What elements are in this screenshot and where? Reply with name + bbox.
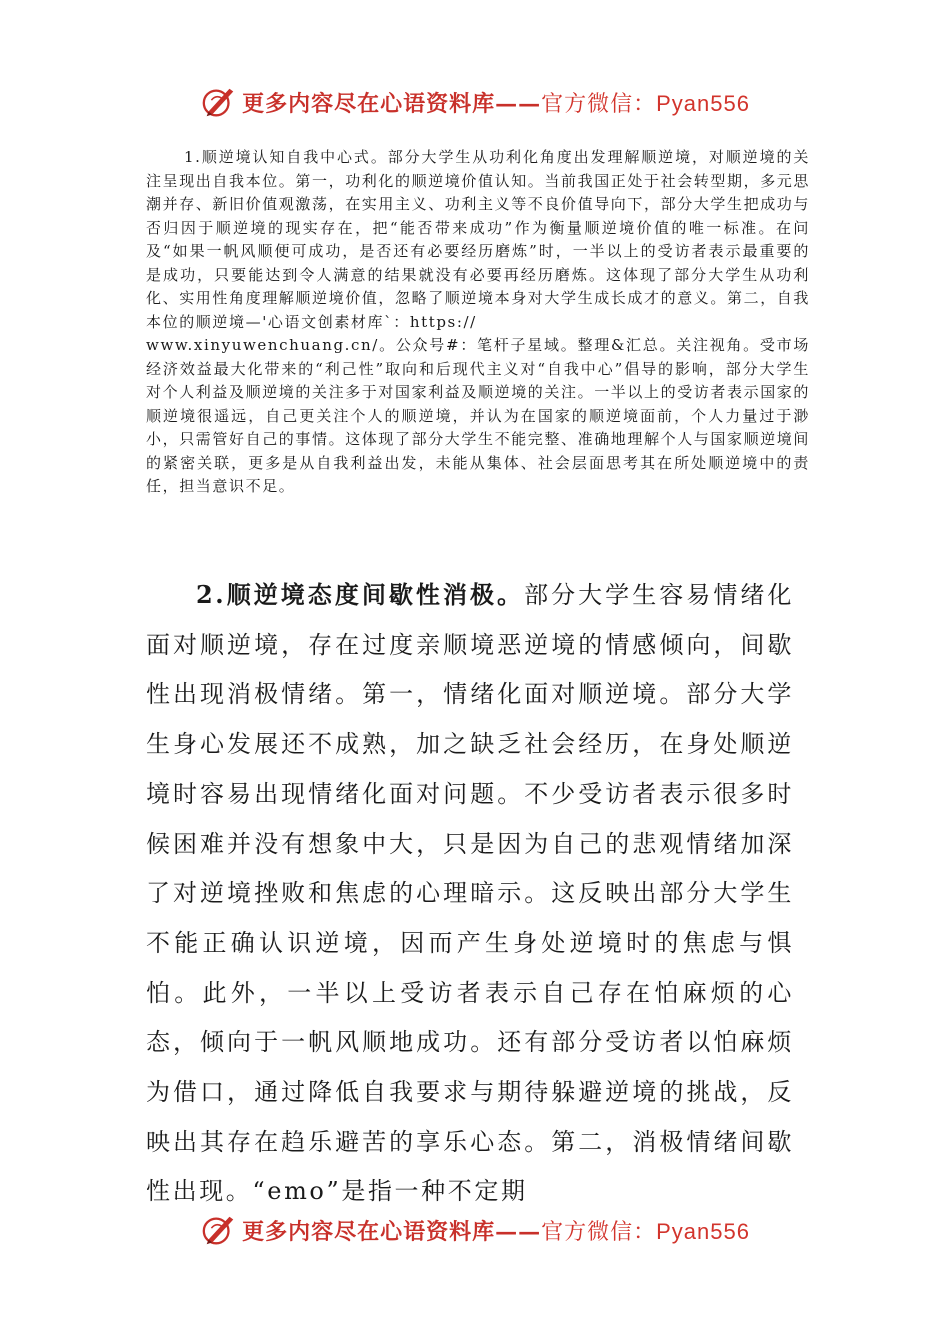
section-2-heading: 2.顺逆境态度间歇性消极。 [196, 580, 525, 609]
banner-wechat-text: 官方微信：Pyan556 [541, 90, 750, 116]
banner-text [242, 87, 750, 118]
header-banner [0, 80, 950, 124]
pen-logo-icon [200, 83, 238, 121]
section-1-text [146, 146, 810, 499]
footer-banner [0, 1208, 950, 1252]
section-2-paragraph [146, 570, 794, 1217]
section-1-paragraph-2: www.xinyuwenchuang.cn/。公众号#：笔杆子星域。整理&汇总。关注视角。受市场经济效益最大化带来的“利己性”取向和后现代主义对“自我中心”倡导的影响，部分大学生对个人利益及顺逆境的关注多于对国家利益及顺逆境的关注。一半以上的受访者表示国家的顺逆境很遥远，自己更关注个人的顺逆境，并认为在国家的顺逆境面前，个人力量过于渺小，只需管好自己的事情。这体现了部分大学生不能完整、准确地理解个人与国家顺逆境间的紧密关联，更多是从自我利益出发，未能从集体、社会层面思考其在所处顺逆境中的责任，担当意识不足。 [146, 336, 811, 495]
banner-main-text: 更多内容尽在心语资料库 [242, 90, 496, 117]
banner-main-text: 更多内容尽在心语资料库 [242, 1218, 496, 1245]
section-2-text [146, 570, 794, 1217]
banner-separator: —— [495, 90, 542, 117]
banner-wechat-text: 官方微信：Pyan556 [541, 1218, 750, 1244]
pen-logo-icon [200, 1211, 238, 1249]
banner-text [242, 1215, 750, 1246]
section-1-paragraph-1: 1.顺逆境认知自我中心式。部分大学生从功利化角度出发理解顺逆境，对顺逆境的关注呈现出自我本位。第一，功利化的顺逆境价值认知。当前我国正处于社会转型期，多元思潮并存、新旧价值观激荡，在实用主义、功利主义等不良价值导向下，部分大学生把成功与否归因于顺逆境的现实存在，把“能否带来成功”作为衡量顺逆境价值的唯一标准。在问及“如果一帆风顺便可成功，是否还有必要经历磨炼”时，一半以上的受访者表示最重要的是成功，只要能达到令人满意的结果就没有必要再经历磨炼。这体现了部分大学生从功利化、实用性角度理解顺逆境价值，忽略了顺逆境本身对大学生成长成才的意义。第二，自我本位的顺逆境—'心语文创素材库`：https:// [146, 148, 811, 331]
section-2-body: 部分大学生容易情绪化面对顺逆境，存在过度亲顺境恶逆境的情感倾向，间歇性出现消极情绪。第一，情绪化面对顺逆境。部分大学生身心发展还不成熟，加之缺乏社会经历，在身处顺逆境时容易出现情绪化面对问题。不少受访者表示很多时候困难并没有想象中大，只是因为自己的悲观情绪加深了对逆境挫败和焦虑的心理暗示。这反映出部分大学生不能正确认识逆境，因而产生身处逆境时的焦虑与惧怕。此外，一半以上受访者表示自己存在怕麻烦的心态，倾向于一帆风顺地成功。还有部分受访者以怕麻烦为借口，通过降低自我要求与期待躲避逆境的挑战，反映出其存在趋乐避苦的享乐心态。第二，消极情绪间歇性出现。“emo”是指一种不定期 [146, 581, 794, 1206]
banner-separator: —— [495, 1218, 542, 1245]
